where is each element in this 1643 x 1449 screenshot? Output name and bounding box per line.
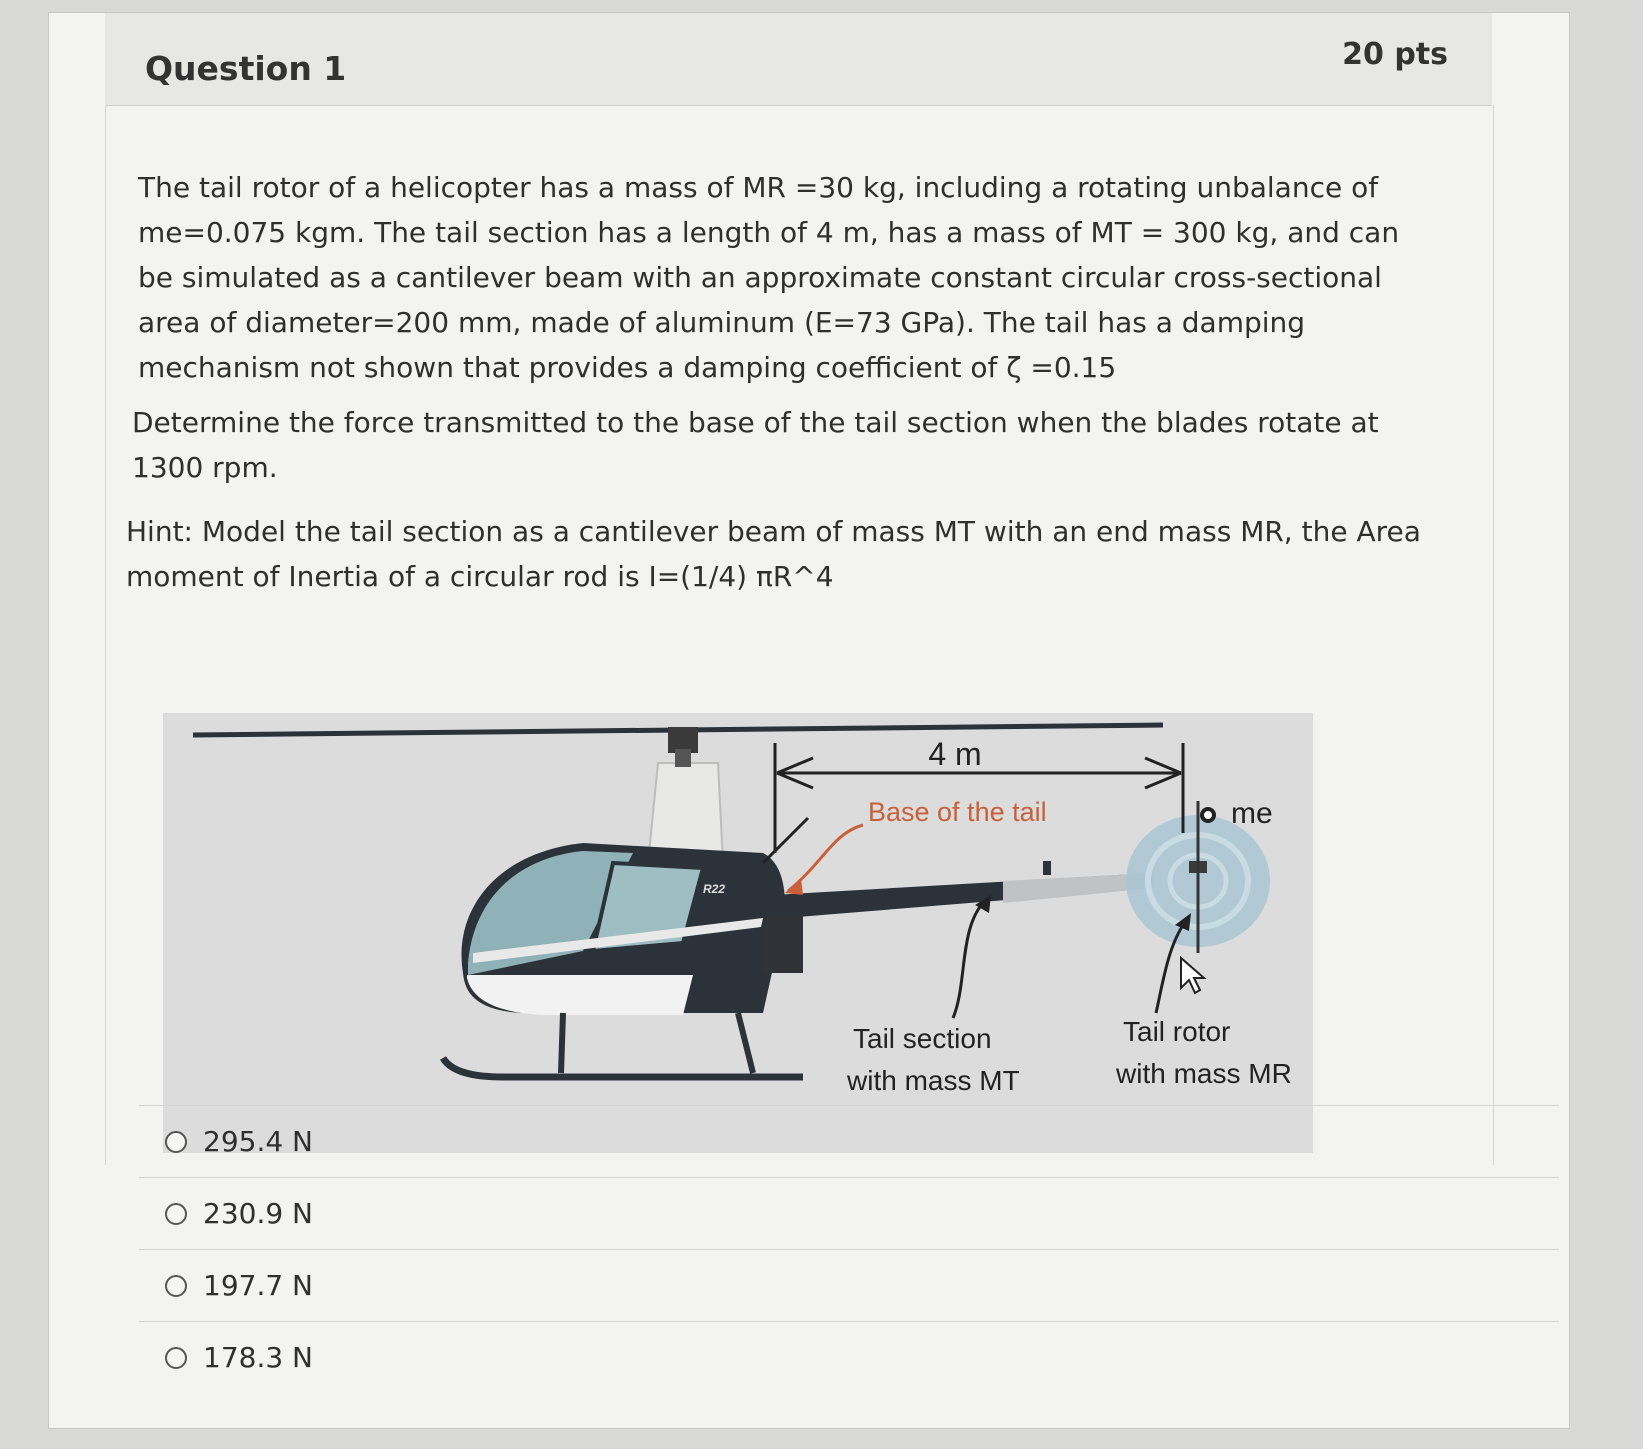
me-label: me — [1231, 797, 1273, 830]
length-label: 4 m — [928, 736, 982, 772]
question-text-paragraph-2: Determine the force transmitted to the base of the tail section when the blades rotate at 1300 rpm. — [132, 406, 1379, 484]
question-hint-paragraph: Hint: Model the tail section as a cantilever beam of mass MT with an end mass MR, the Area moment of Inertia of a circular rod is I=(1/4) πR^4 — [126, 515, 1421, 593]
answer-option[interactable] — [139, 1177, 1559, 1249]
answer-label: 197.7 N — [203, 1269, 314, 1302]
base-of-tail-label: Base of the tail — [868, 797, 1047, 827]
radio-button[interactable] — [165, 1347, 187, 1369]
tail-section-label-2: with mass MT — [847, 1065, 1020, 1096]
tail-rotor-label-1: Tail rotor — [1123, 1016, 1231, 1047]
question-header — [105, 13, 1492, 106]
answer-options — [139, 1105, 1559, 1393]
question-text-paragraph-1: The tail rotor of a helicopter has a mass of MR =30 kg, including a rotating unbalance of me=0.075 kgm. The tail section has a length of 4 m, has a mass of MT = 300 kg, and can be simulated as a cantilever beam with an approximate constant circular cross-sectional area of diameter=200 mm, made of aluminum (E=73 GPa). The tail has a damping mechanism not shown that provides a damping coefficient of ζ =0.15 — [138, 171, 1400, 384]
answer-option[interactable] — [139, 1321, 1559, 1393]
answer-option[interactable] — [139, 1249, 1559, 1321]
answer-option[interactable] — [139, 1105, 1559, 1177]
tail-rotor-label-2: with mass MR — [1116, 1058, 1292, 1089]
question-card — [48, 12, 1570, 1429]
radio-button[interactable] — [165, 1275, 187, 1297]
tail-section-label-1: Tail section — [853, 1023, 992, 1054]
fuselage — [462, 843, 804, 1015]
question-title: Question 1 — [145, 49, 347, 88]
body-badge: R22 — [703, 882, 726, 896]
answer-label: 230.9 N — [203, 1197, 314, 1230]
answer-label: 295.4 N — [203, 1125, 314, 1158]
question-body — [105, 105, 1494, 1165]
radio-button[interactable] — [165, 1131, 187, 1153]
radio-button[interactable] — [165, 1203, 187, 1225]
question-points: 20 pts — [1342, 37, 1448, 72]
answer-label: 178.3 N — [203, 1341, 314, 1374]
helicopter-diagram — [163, 713, 1413, 1153]
